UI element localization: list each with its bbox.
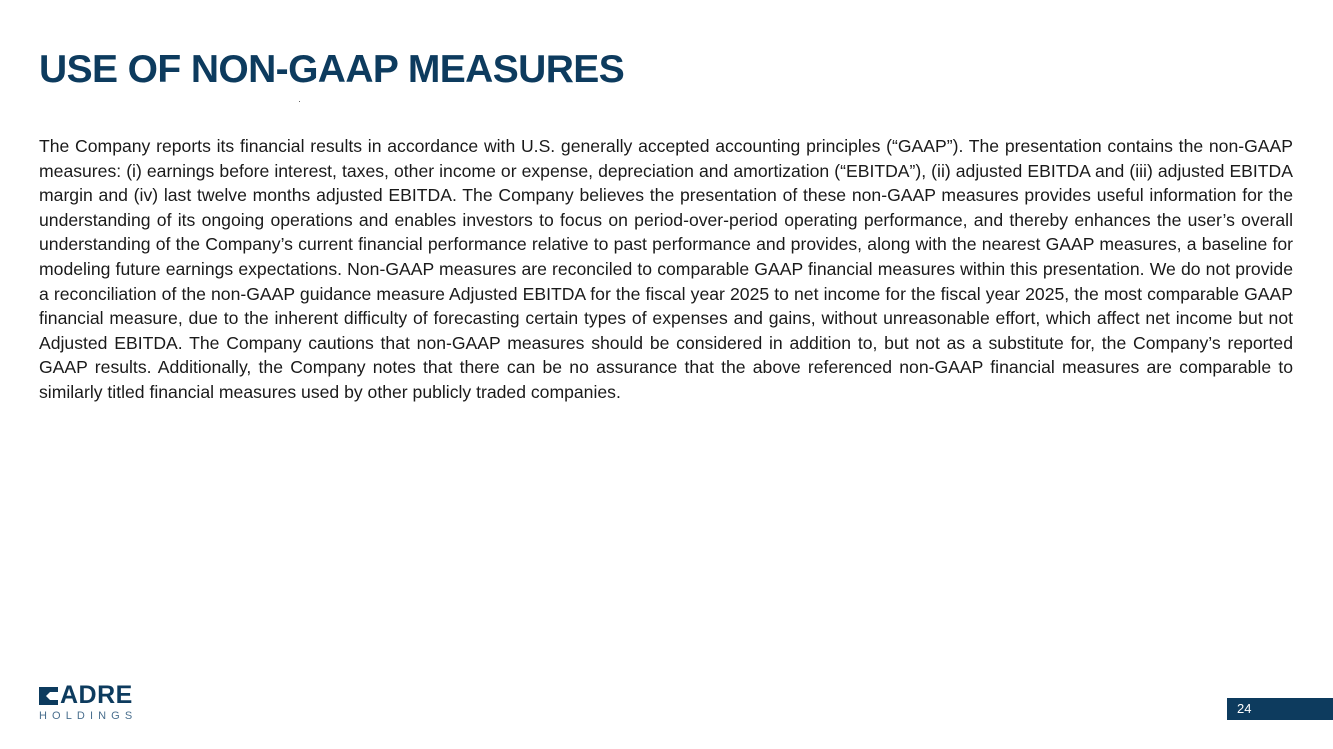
cadre-holdings-logo [38,681,142,725]
page-number-badge [1227,698,1333,720]
title-underline-dot [299,101,300,102]
page-number: 24 [1237,701,1252,716]
logo-subtitle: HOLDINGS [39,710,138,722]
disclaimer-paragraph: The Company reports its financial results in accordance with U.S. generally accepted accounting principles (“GAAP”). The presentation contains the non-GAAP measures: (i) earnings before interest, taxes, other income or expense, depreciation and amortization (“EBITDA”), (ii) adjusted EBITDA and (iii) adjusted EBITDA margin and (iv) last twelve months adjusted EBITDA. The Company believes the presentation of these non-GAAP measures provides useful information for the understanding of its ongoing operations and enables investors to focus on period-over-period operating performance, and thereby enhances the user’s overall understanding of the Company’s current financial performance relative to past performance and provides, along with the nearest GAAP measures, a baseline for modeling future earnings expectations. Non-GAAP measures are reconciled to comparable GAAP financial measures within this presentation. We do not provide a reconciliation of the non-GAAP guidance measure Adjusted EBITDA for the fiscal year 2025 to net income for the fiscal year 2025, the most comparable GAAP financial measure, due to the inherent difficulty of forecasting certain types of expenses and gains, without unreasonable effort, which affect net income but not Adjusted EBITDA. The Company cautions that non-GAAP measures should be considered in addition to, but not as a substitute for, the Company’s reported GAAP results. Additionally, the Company notes that there can be no assurance that the above referenced non-GAAP financial measures are comparable to similarly titled financial measures used by other publicly traded companies. [39,136,1293,402]
slide-title: USE OF NON-GAAP MEASURES [39,48,625,91]
logo-wordmark: ADRE [60,681,133,709]
cadre-c-mark-icon [39,687,60,705]
